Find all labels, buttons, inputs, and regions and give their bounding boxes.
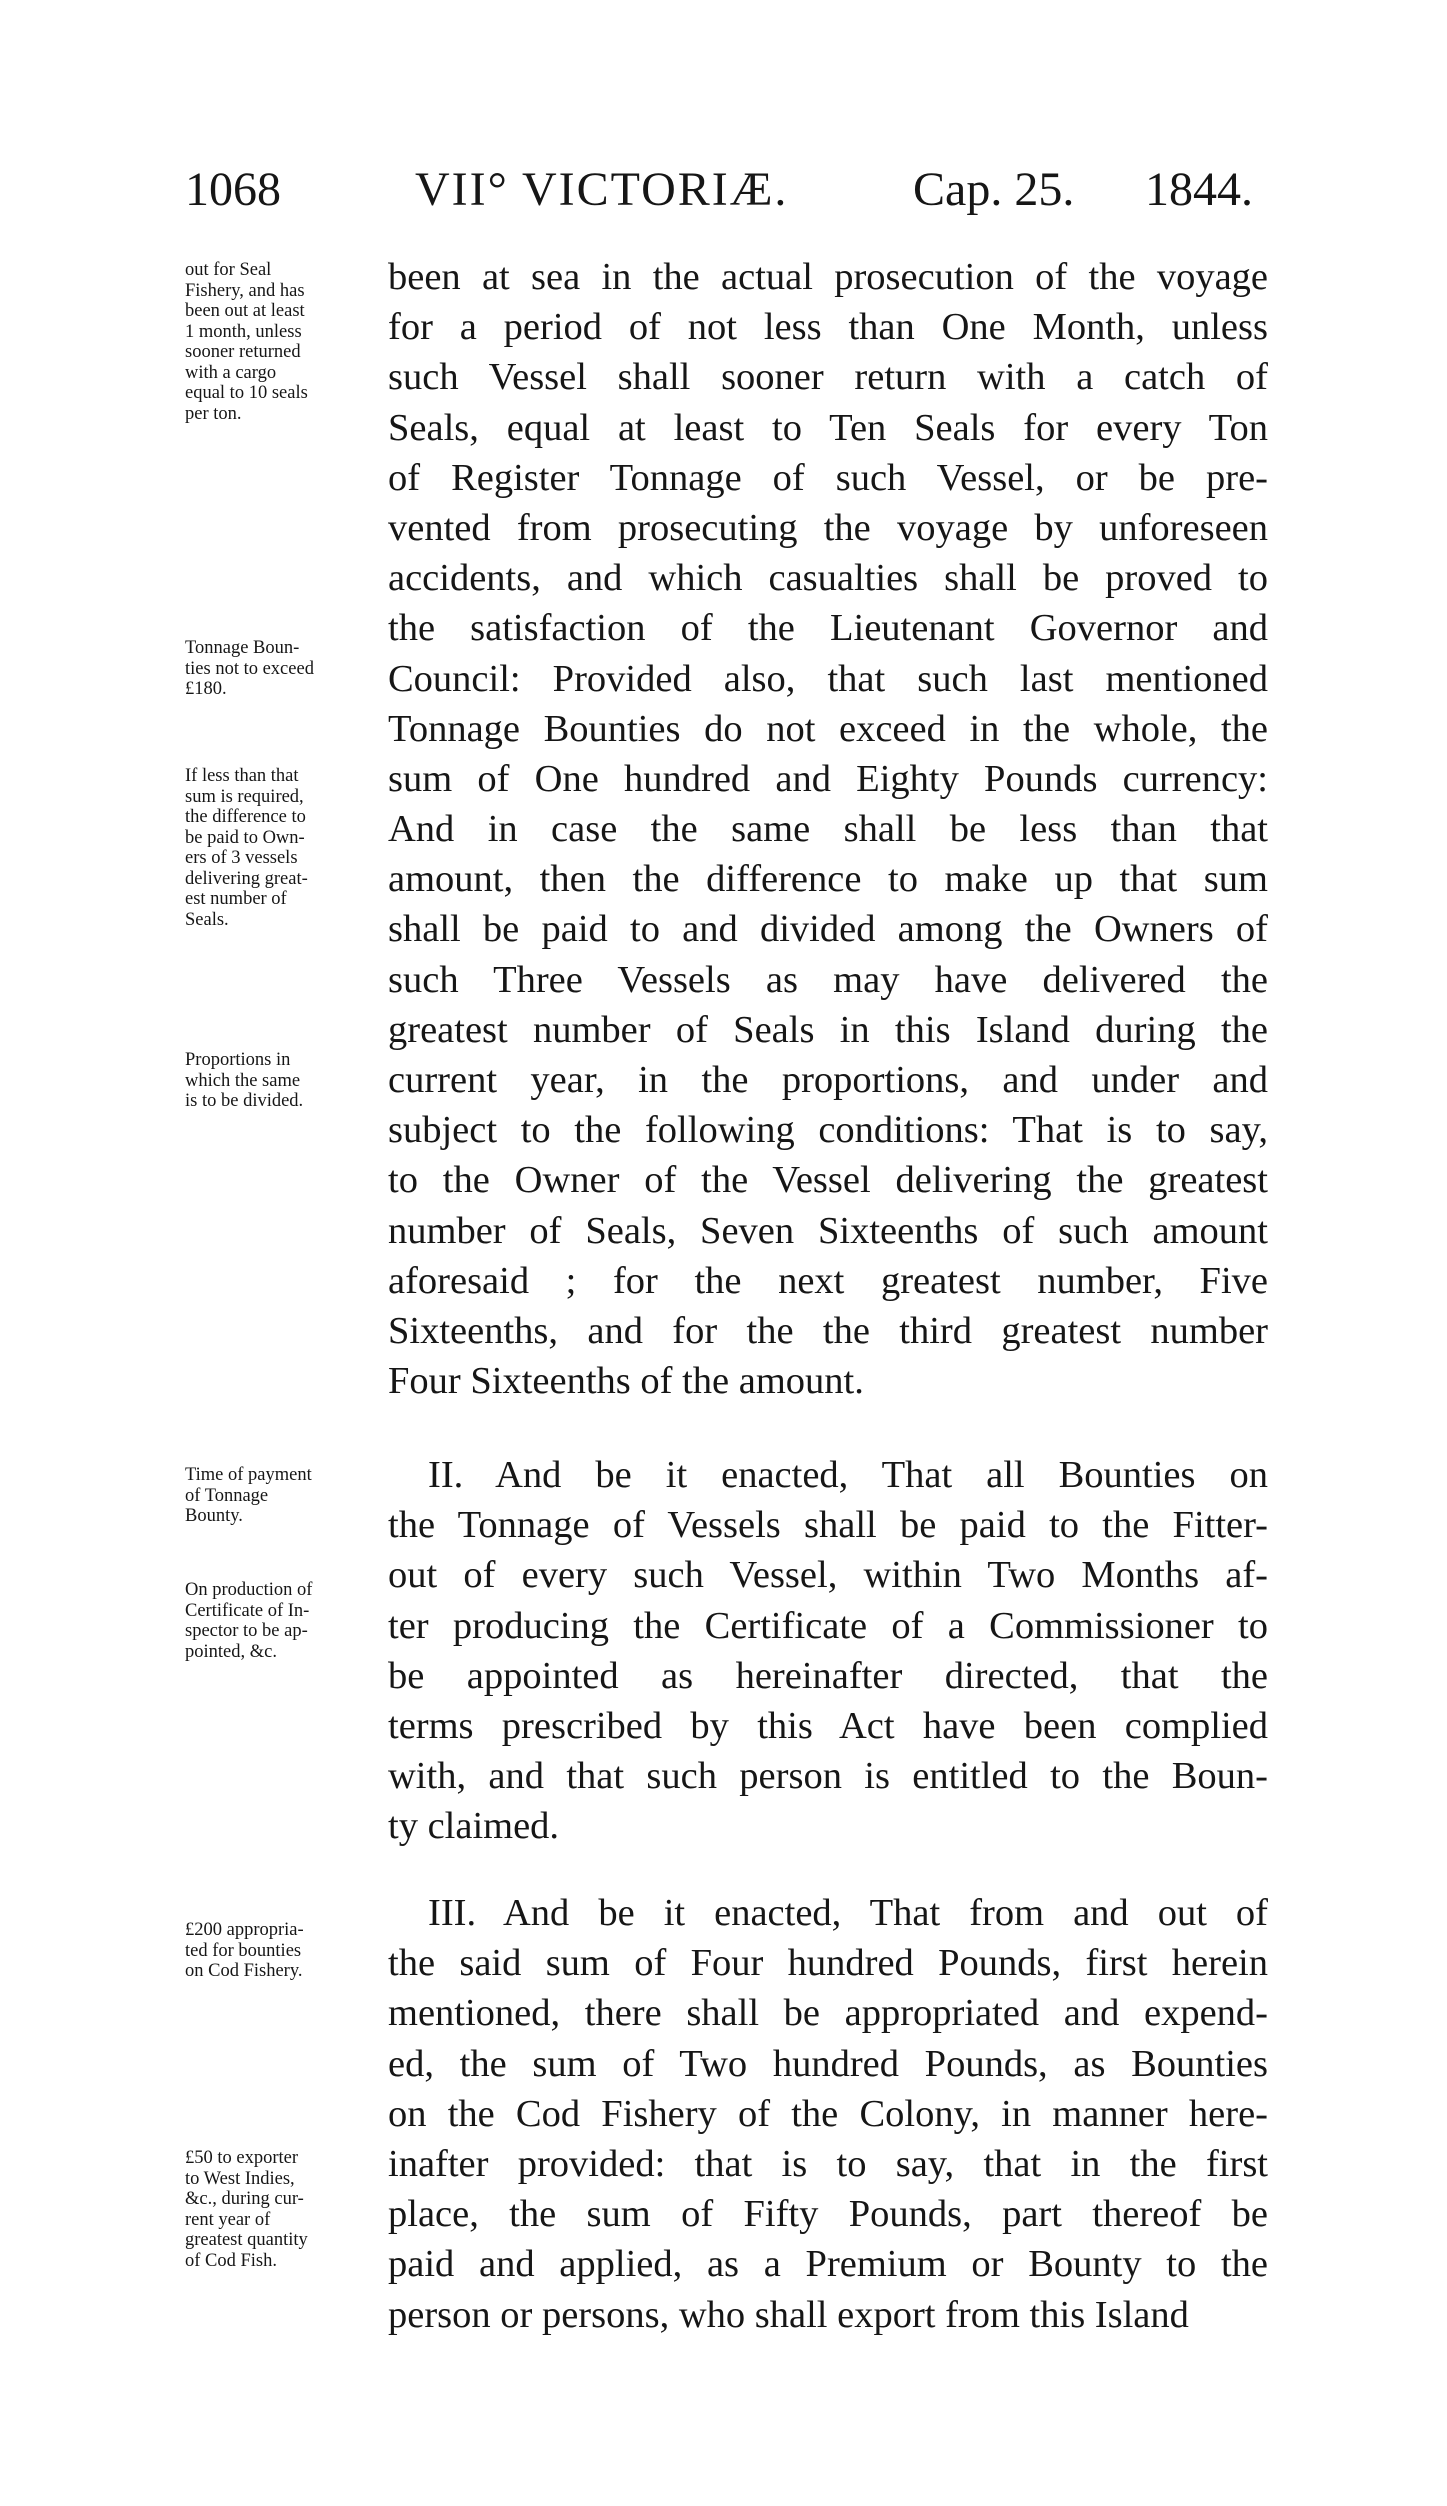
margin-note-line: ers of 3 vessels (185, 848, 298, 868)
margin-note-line: pointed, &c. (185, 1641, 277, 1662)
margin-note (185, 1580, 385, 1662)
text-line: out of every such Vessel, within Two Months af- (388, 1554, 1268, 1597)
text-line: for a period of not less than One Month, unless (388, 306, 1268, 349)
margin-note-line: Time of payment (185, 1465, 312, 1485)
margin-note (185, 638, 385, 700)
margin-note-line: of Cod Fish. (185, 2250, 278, 2271)
margin-note-line: sooner returned (185, 342, 301, 362)
text-line: Tonnage Bounties do not exceed in the whole, the (388, 707, 1268, 750)
margin-note-line: Certificate of In- (185, 1600, 310, 1621)
text-line: accidents, and which casualties shall be proved to (388, 557, 1268, 600)
text-line: Council: Provided also, that such last mentioned (388, 657, 1268, 700)
text-line: on the Cod Fishery of the Colony, in manner here- (388, 2092, 1268, 2135)
text-line: inafter provided: that is to say, that in the first (388, 2142, 1268, 2185)
text-line: such Three Vessels as may have delivered the (388, 958, 1268, 1001)
margin-note (185, 1920, 385, 1982)
text-line: number of Seals, Seven Sixteenths of such amount (388, 1209, 1268, 1252)
margin-note-line: rent year of (185, 2209, 271, 2230)
margin-note-line: £200 appropria- (185, 1920, 304, 1940)
text-line: ty claimed. (388, 1805, 560, 1848)
text-line: be appointed as hereinafter directed, that the (388, 1654, 1268, 1697)
text-line: of Register Tonnage of such Vessel, or be pre- (388, 456, 1268, 499)
margin-note-line: greatest quantity (185, 2230, 308, 2250)
margin-note (185, 2148, 385, 2271)
section-iii (388, 1888, 1268, 2340)
text-line: ed, the sum of Two hundred Pounds, as Bounties (388, 2042, 1268, 2085)
margin-note-line: £50 to exporter (185, 2148, 299, 2168)
margin-note-line: with a cargo (185, 362, 277, 383)
text-line: the Tonnage of Vessels shall be paid to the Fitter- (388, 1504, 1268, 1547)
margin-note-line: Tonnage Boun- (185, 638, 300, 658)
margin-note-line: Bounty. (185, 1506, 243, 1526)
margin-note-line: Fishery, and has (185, 280, 305, 301)
page-number: 1068 (185, 163, 281, 216)
margin-note-line: est number of (185, 889, 287, 909)
margin-note-line: If less than that (185, 766, 299, 786)
text-line: subject to the following conditions: That is to say, (388, 1109, 1268, 1152)
text-line: III. And be it enacted, That from and out of (428, 1892, 1268, 1934)
text-line: ter producing the Certificate of a Commissioner to (388, 1604, 1268, 1647)
text-line: vented from prosecuting the voyage by unforeseen (388, 506, 1268, 549)
margin-note-line: ties not to exceed (185, 658, 314, 679)
text-line: been at sea in the actual prosecution of the voyage (388, 256, 1268, 298)
text-line: shall be paid to and divided among the Owners of (388, 908, 1268, 951)
margin-note-line: delivering great- (185, 868, 308, 889)
margin-note-line: Proportions in (185, 1050, 291, 1070)
chapter-number: Cap. 25. (913, 163, 1075, 216)
text-line: II. And be it enacted, That all Bounties on (428, 1454, 1268, 1496)
text-line: sum of One hundred and Eighty Pounds currency: (388, 757, 1268, 800)
margin-note-line: equal to 10 seals (185, 383, 308, 403)
margin-note (185, 1050, 385, 1112)
margin-note-line: to West Indies, (185, 2168, 295, 2189)
text-line: aforesaid ; for the next greatest number, Five (388, 1259, 1268, 1302)
running-title: VII° VICTORIÆ. (415, 163, 789, 216)
margin-note-line: ted for bounties (185, 1940, 302, 1961)
margin-note-line: the difference to (185, 807, 306, 827)
margin-note-line: out for Seal (185, 260, 272, 280)
paragraph-continuation (388, 252, 1268, 1406)
text-line: Sixteenths, and for the the third greatest number (388, 1309, 1268, 1352)
margin-note (185, 1465, 385, 1527)
text-line: such Vessel shall sooner return with a catch of (388, 356, 1268, 399)
margin-note (185, 260, 385, 424)
text-line: Seals, equal at least to Ten Seals for every Ton (388, 406, 1268, 449)
page-header (185, 160, 1275, 230)
text-line: current year, in the proportions, and under and (388, 1059, 1268, 1101)
text-line: mentioned, there shall be appropriated and expend- (388, 1992, 1268, 2035)
margin-note-line: £180. (185, 679, 227, 699)
margin-note-line: per ton. (185, 403, 242, 424)
margin-note-line: of Tonnage (185, 1485, 269, 1506)
text-line: amount, then the difference to make up that sum (388, 858, 1268, 901)
margin-note-line: which the same (185, 1070, 301, 1091)
margin-note-line: On production of (185, 1580, 313, 1600)
text-line: with, and that such person is entitled to the Boun- (388, 1755, 1268, 1798)
margin-note-line: on Cod Fishery. (185, 1961, 303, 1981)
text-line: the satisfaction of the Lieutenant Governor and (388, 607, 1268, 650)
margin-note-line: &c., during cur- (185, 2189, 304, 2209)
margin-note-line: Seals. (185, 909, 229, 930)
margin-note (185, 766, 385, 930)
year: 1844. (1145, 163, 1253, 216)
margin-note-line: be paid to Own- (185, 827, 305, 848)
text-line: person or persons, who shall export from this Island (388, 2293, 1189, 2336)
text-line: the said sum of Four hundred Pounds, first herein (388, 1942, 1268, 1985)
text-line: to the Owner of the Vessel delivering the greatest (388, 1159, 1268, 1202)
section-ii (388, 1450, 1268, 1852)
margin-note-line: been out at least (185, 301, 305, 321)
text-line: Four Sixteenths of the amount. (388, 1360, 864, 1403)
margin-note-line: 1 month, unless (185, 321, 302, 342)
margin-note-line: spector to be ap- (185, 1621, 308, 1641)
text-line: greatest number of Seals in this Island during the (388, 1008, 1268, 1051)
text-line: And in case the same shall be less than that (388, 808, 1268, 851)
text-line: terms prescribed by this Act have been complied (388, 1704, 1268, 1747)
text-line: paid and applied, as a Premium or Bounty to the (388, 2243, 1268, 2286)
margin-note-line: sum is required, (185, 786, 304, 807)
text-line: place, the sum of Fifty Pounds, part thereof be (388, 2193, 1268, 2236)
margin-note-line: is to be divided. (185, 1091, 304, 1111)
